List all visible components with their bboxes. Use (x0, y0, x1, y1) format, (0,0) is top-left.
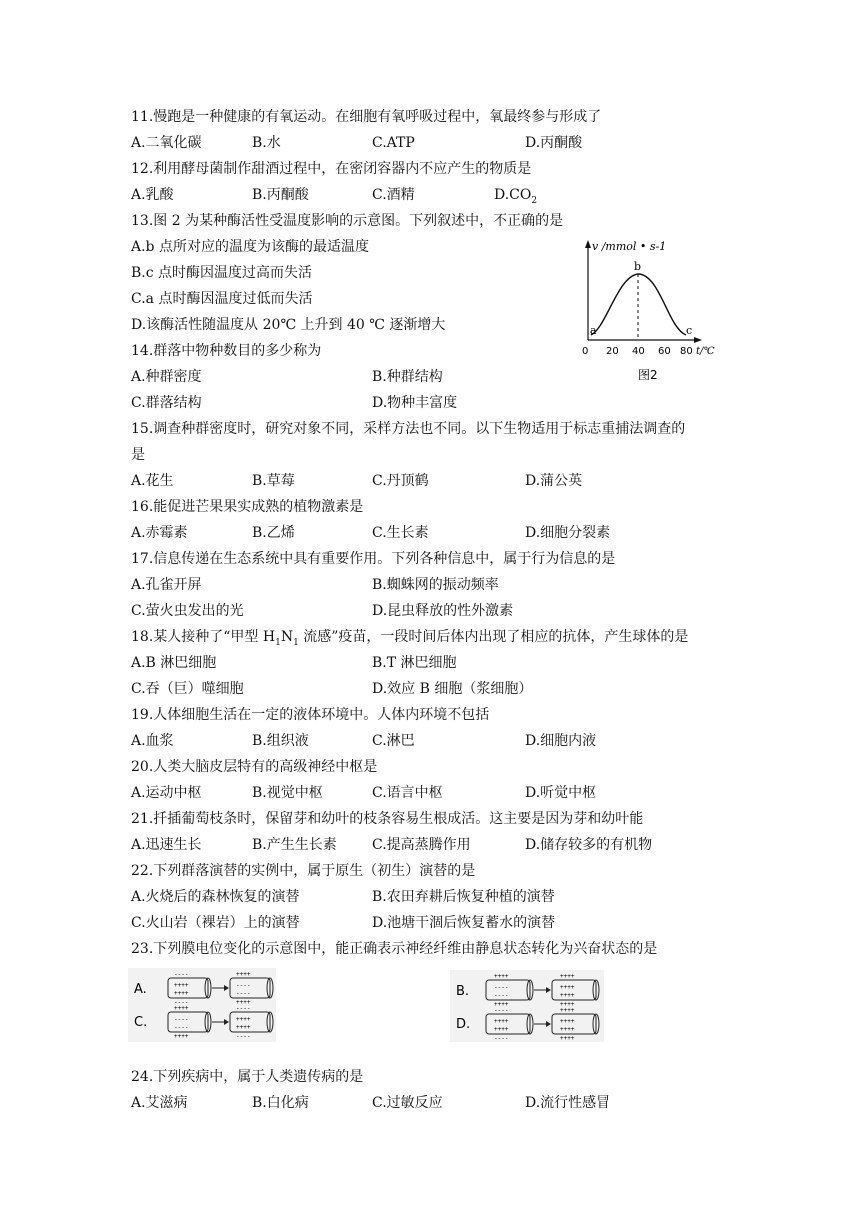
svg-text:++++: ++++ (560, 992, 575, 999)
q11-option-c[interactable]: C.ATP (372, 135, 415, 151)
q14-option-c[interactable]: C.群落结构 (131, 395, 202, 411)
q18-stem-part-a: 18.某人接种了“甲型 H (131, 629, 276, 645)
q16-option-d[interactable]: D.细胞分裂素 (525, 525, 611, 541)
svg-text:++++: ++++ (494, 1001, 509, 1008)
svg-text:++++: ++++ (236, 999, 251, 1006)
q14-option-a[interactable]: A.种群密度 (131, 369, 202, 385)
point-c-label: c (686, 324, 693, 337)
question-18-stem (131, 628, 688, 652)
question-23-stem: 23.下列膜电位变化的示意图中，能正确表示神经纤维由静息状态转化为兴奋状态的是 (131, 941, 658, 957)
q23-diagram-left (128, 968, 276, 1042)
svg-text:++++: ++++ (560, 1018, 575, 1025)
q21-option-c[interactable]: C.提高蒸腾作用 (372, 837, 471, 853)
q12-option-a[interactable]: A.乳酸 (131, 187, 174, 203)
q13-option-b[interactable]: B.c 点时酶因温度过高而失活 (131, 265, 313, 281)
q18-option-b[interactable]: B.T 淋巴细胞 (372, 655, 457, 671)
question-15-stem: 15.调查种群密度时，研究对象不同，采样方法也不同。以下生物适用于标志重捕法调查的 (131, 421, 686, 437)
q18-stem-part-c: 流感”疫苗，一段时间后体内出现了相应的抗体，产生球体的是 (298, 629, 689, 645)
point-b-label: b (634, 260, 642, 273)
q15-option-d[interactable]: D.蒲公英 (525, 473, 583, 489)
q16-option-c[interactable]: C.生长素 (372, 525, 429, 541)
svg-text:----: ---- (236, 1005, 251, 1012)
q24-option-b[interactable]: B.白化病 (252, 1095, 309, 1111)
q23-option-b-label[interactable]: B. (456, 984, 470, 999)
q20-option-d[interactable]: D.听觉中枢 (525, 785, 597, 801)
q24-option-d[interactable]: D.流行性感冒 (525, 1095, 611, 1111)
question-24-stem: 24.下列疾病中，属于人类遗传病的是 (131, 1069, 364, 1085)
question-21-stem: 21.扦插葡萄枝条时，保留芽和幼叶的枝条容易生根成活。这主要是因为芽和幼叶能 (131, 811, 644, 827)
point-a-label: a (590, 324, 597, 337)
svg-text:----: ---- (236, 990, 251, 997)
svg-text:++++: ++++ (236, 1024, 251, 1031)
q15-option-a[interactable]: A.花生 (131, 473, 174, 489)
q22-option-a[interactable]: A.火烧后的森林恢复的演替 (131, 889, 300, 905)
x-tick-60: 60 (658, 346, 671, 357)
question-17-stem: 17.信息传递在生态系统中具有重要作用。下列各种信息中，属于行为信息的是 (131, 551, 616, 567)
q19-option-a[interactable]: A.血浆 (131, 733, 174, 749)
x-axis-label: t/℃ (696, 346, 715, 357)
question-11-stem: 11.慢跑是一种健康的有氧运动。在细胞有氧呼吸过程中，氧最终参与形成了 (131, 109, 602, 125)
svg-text:++++: ++++ (560, 1001, 575, 1008)
question-19-stem: 19.人体细胞生活在一定的液体环境中。人体内环境不包括 (131, 707, 490, 723)
svg-text:++++: ++++ (494, 1026, 509, 1033)
q16-option-b[interactable]: B.乙烯 (252, 525, 295, 541)
svg-text:++++: ++++ (560, 1026, 575, 1033)
q17-option-c[interactable]: C.萤火虫发出的光 (131, 603, 244, 619)
svg-text:++++: ++++ (174, 990, 189, 997)
q23-diagram-right (450, 970, 604, 1042)
svg-text:----: ---- (494, 1007, 509, 1014)
svg-text:----: ---- (174, 1016, 189, 1023)
svg-text:++++: ++++ (236, 971, 251, 978)
q24-option-a[interactable]: A.艾滋病 (131, 1095, 188, 1111)
y-axis-arrow (585, 240, 591, 248)
q21-option-b[interactable]: B.产生生长素 (252, 837, 337, 853)
figure-caption: 图2 (638, 368, 658, 382)
q23-option-c-label[interactable]: C. (134, 1015, 148, 1030)
svg-text:----: ---- (174, 971, 189, 978)
q11-option-d[interactable]: D.丙酮酸 (525, 135, 583, 151)
q18-option-d[interactable]: D.效应 B 细胞（浆细胞） (372, 681, 533, 697)
q23-option-a-label[interactable]: A. (134, 982, 147, 997)
q13-option-c[interactable]: C.a 点时酶因温度过低而失活 (131, 291, 313, 307)
figure-2-enzyme-temperature-graph (574, 236, 726, 386)
svg-text:----: ---- (236, 1033, 251, 1040)
svg-text:++++: ++++ (494, 1018, 509, 1025)
q17-option-d[interactable]: D.昆虫释放的性外激素 (372, 603, 514, 619)
q12-option-d[interactable] (494, 186, 537, 210)
q19-option-c[interactable]: C.淋巴 (372, 733, 415, 749)
q22-option-d[interactable]: D.池塘干涸后恢复蓄水的演替 (372, 915, 556, 931)
q15-option-b[interactable]: B.草莓 (252, 473, 295, 489)
q12-option-b[interactable]: B.丙酮酸 (252, 187, 309, 203)
q13-option-d[interactable]: D.该酶活性随温度从 20℃ 上升到 40 ℃ 逐渐增大 (131, 317, 446, 333)
q21-option-d[interactable]: D.储存较多的有机物 (525, 837, 653, 853)
question-13-stem: 13.图 2 为某种酶活性受温度影响的示意图。下列叙述中，不正确的是 (131, 213, 564, 229)
x-tick-20: 20 (606, 346, 619, 357)
q19-option-b[interactable]: B.组织液 (252, 733, 309, 749)
svg-text:++++: ++++ (174, 1033, 189, 1040)
q20-option-c[interactable]: C.语言中枢 (372, 785, 443, 801)
q18-option-c[interactable]: C.吞（巨）噬细胞 (131, 681, 244, 697)
svg-text:++++: ++++ (236, 1016, 251, 1023)
svg-text:----: ---- (174, 1024, 189, 1031)
question-14-stem: 14.群落中物种数目的多少称为 (131, 343, 322, 359)
question-16-stem: 16.能促进芒果果实成熟的植物激素是 (131, 499, 364, 515)
q11-option-a[interactable]: A.二氧化碳 (131, 135, 202, 151)
q18-stem-part-b: N (280, 629, 294, 645)
q15-option-c[interactable]: C.丹顶鹤 (372, 473, 429, 489)
q11-option-b[interactable]: B.水 (252, 135, 281, 151)
diagram-background (128, 968, 276, 1042)
q23-option-d-label[interactable]: D. (456, 1017, 471, 1032)
q18-option-a[interactable]: A.B 淋巴细胞 (131, 655, 217, 671)
x-tick-40: 40 (632, 346, 645, 357)
svg-text:++++: ++++ (494, 973, 509, 980)
svg-text:++++: ++++ (560, 973, 575, 980)
q22-option-b[interactable]: B.农田弃耕后恢复种植的演替 (372, 889, 555, 905)
q22-option-c[interactable]: C.火山岩（裸岩）上的演替 (131, 915, 300, 931)
y-axis-label: v /mmol • s-1 (592, 240, 667, 253)
q13-option-a[interactable]: A.b 点所对应的温度为该酶的最适温度 (131, 239, 369, 255)
question-22-stem: 22.下列群落演替的实例中，属于原生（初生）演替的是 (131, 863, 476, 879)
diagram-background (450, 970, 604, 1042)
q17-option-b[interactable]: B.蜘蛛网的振动频率 (372, 577, 499, 593)
svg-text:++++: ++++ (560, 1035, 575, 1042)
question-20-stem: 20.人类大脑皮层特有的高级神经中枢是 (131, 759, 378, 775)
question-15-stem-cont: 是 (131, 447, 145, 463)
q14-option-d[interactable]: D.物种丰富度 (372, 395, 458, 411)
q12-option-c[interactable]: C.酒精 (372, 187, 415, 203)
q20-option-b[interactable]: B.视觉中枢 (252, 785, 323, 801)
question-12-stem: 12.利用酵母菌制作甜酒过程中，在密闭容器内不应产生的物质是 (131, 161, 532, 177)
q17-option-a[interactable]: A.孔雀开屏 (131, 577, 202, 593)
x-tick-80: 80 (680, 346, 693, 357)
q18-subscript-1: 1 (275, 637, 281, 648)
svg-text:++++: ++++ (560, 984, 575, 991)
q18-subscript-2: 1 (293, 637, 299, 648)
svg-text:++++: ++++ (560, 1007, 575, 1014)
q19-option-d[interactable]: D.细胞内液 (525, 733, 597, 749)
x-axis-arrow (694, 337, 702, 343)
q14-option-b[interactable]: B.种群结构 (372, 369, 443, 385)
x-tick-0: 0 (582, 346, 589, 357)
q12-option-d-text: D.CO (494, 187, 532, 203)
svg-text:----: ---- (236, 982, 251, 989)
svg-text:----: ---- (494, 984, 509, 991)
svg-text:----: ---- (494, 1035, 509, 1042)
svg-text:++++: ++++ (174, 1005, 189, 1012)
q21-option-a[interactable]: A.迅速生长 (131, 837, 202, 853)
svg-text:----: ---- (494, 992, 509, 999)
q12-option-d-subscript: 2 (531, 195, 538, 206)
q16-option-a[interactable]: A.赤霉素 (131, 525, 188, 541)
q24-option-c[interactable]: C.过敏反应 (372, 1095, 443, 1111)
svg-text:----: ---- (174, 999, 189, 1006)
svg-text:++++: ++++ (174, 982, 189, 989)
q20-option-a[interactable]: A.运动中枢 (131, 785, 202, 801)
